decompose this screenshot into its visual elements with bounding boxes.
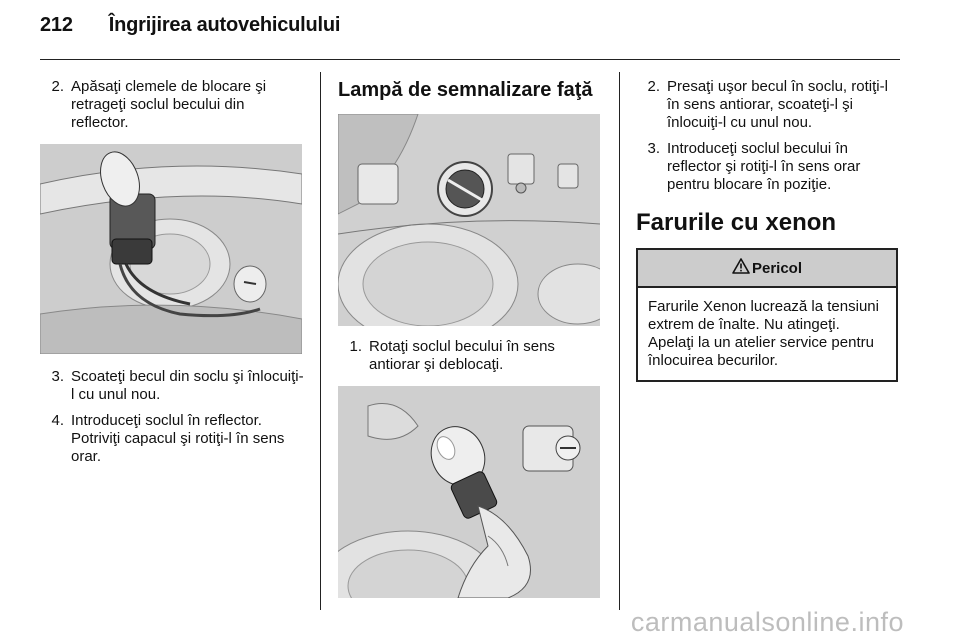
warning-triangle-icon bbox=[732, 258, 750, 278]
page-number: 212 bbox=[40, 14, 73, 36]
warning-header bbox=[638, 250, 896, 288]
chapter-title: Îngrijirea autovehiculului bbox=[108, 14, 341, 36]
step-item bbox=[40, 412, 305, 466]
step-item bbox=[636, 78, 901, 132]
step-number: 4. bbox=[51, 412, 64, 429]
header-rule bbox=[40, 59, 900, 60]
step-text: Introduceţi soclul becului în reflector şi rotiţi-l în sens orar pentru blocare în poziţie. bbox=[667, 140, 861, 193]
step-item bbox=[636, 140, 901, 194]
step-item bbox=[40, 78, 305, 132]
step-number: 3. bbox=[647, 140, 660, 157]
column-divider-2 bbox=[619, 72, 620, 610]
step-number: 2. bbox=[647, 78, 660, 95]
column-3 bbox=[636, 78, 901, 382]
step-item bbox=[40, 368, 305, 404]
step-text: Apăsaţi clemele de blocare şi retrageţi soclul becului din reflector. bbox=[71, 78, 267, 131]
bulb-replacement-illustration bbox=[338, 386, 600, 598]
page-header bbox=[40, 14, 340, 44]
step-number: 3. bbox=[51, 368, 64, 385]
step-text: Scoateţi becul din soclu şi înlocuiţi-l cu unul nou. bbox=[71, 368, 304, 403]
warning-text: Farurile Xenon lucrează la tensiuni extrem de înalte. Nu atingeţi. Apelaţi la un atelier service pentru înlocuirea becurilor. bbox=[648, 298, 879, 369]
watermark-text: carmanualsonline.info bbox=[630, 607, 904, 637]
step-text: Presaţi uşor becul în soclu, rotiţi-l în sens antiorar, scoateţi-l şi înlocuiţi-l cu unul nou. bbox=[667, 78, 888, 131]
turn-signal-lamp-illustration bbox=[338, 114, 600, 326]
step-text: Rotaţi soclul becului în sens antiorar şi deblocaţi. bbox=[369, 338, 555, 373]
section-heading: Farurile cu xenon bbox=[636, 209, 837, 236]
bulb-socket-illustration bbox=[40, 144, 302, 354]
step-item bbox=[338, 338, 603, 374]
column-1 bbox=[40, 78, 305, 474]
column-2 bbox=[338, 78, 603, 598]
step-number: 1. bbox=[349, 338, 362, 355]
step-number: 2. bbox=[51, 78, 64, 95]
step-text: Introduceţi soclul în reflector. Potriviţi capacul şi rotiţi-l în sens orar. bbox=[71, 412, 285, 465]
column-divider-1 bbox=[320, 72, 321, 610]
danger-warning-box bbox=[636, 248, 898, 382]
warning-title: Pericol bbox=[751, 259, 803, 277]
section-heading: Lampă de semnalizare faţă bbox=[338, 79, 593, 101]
